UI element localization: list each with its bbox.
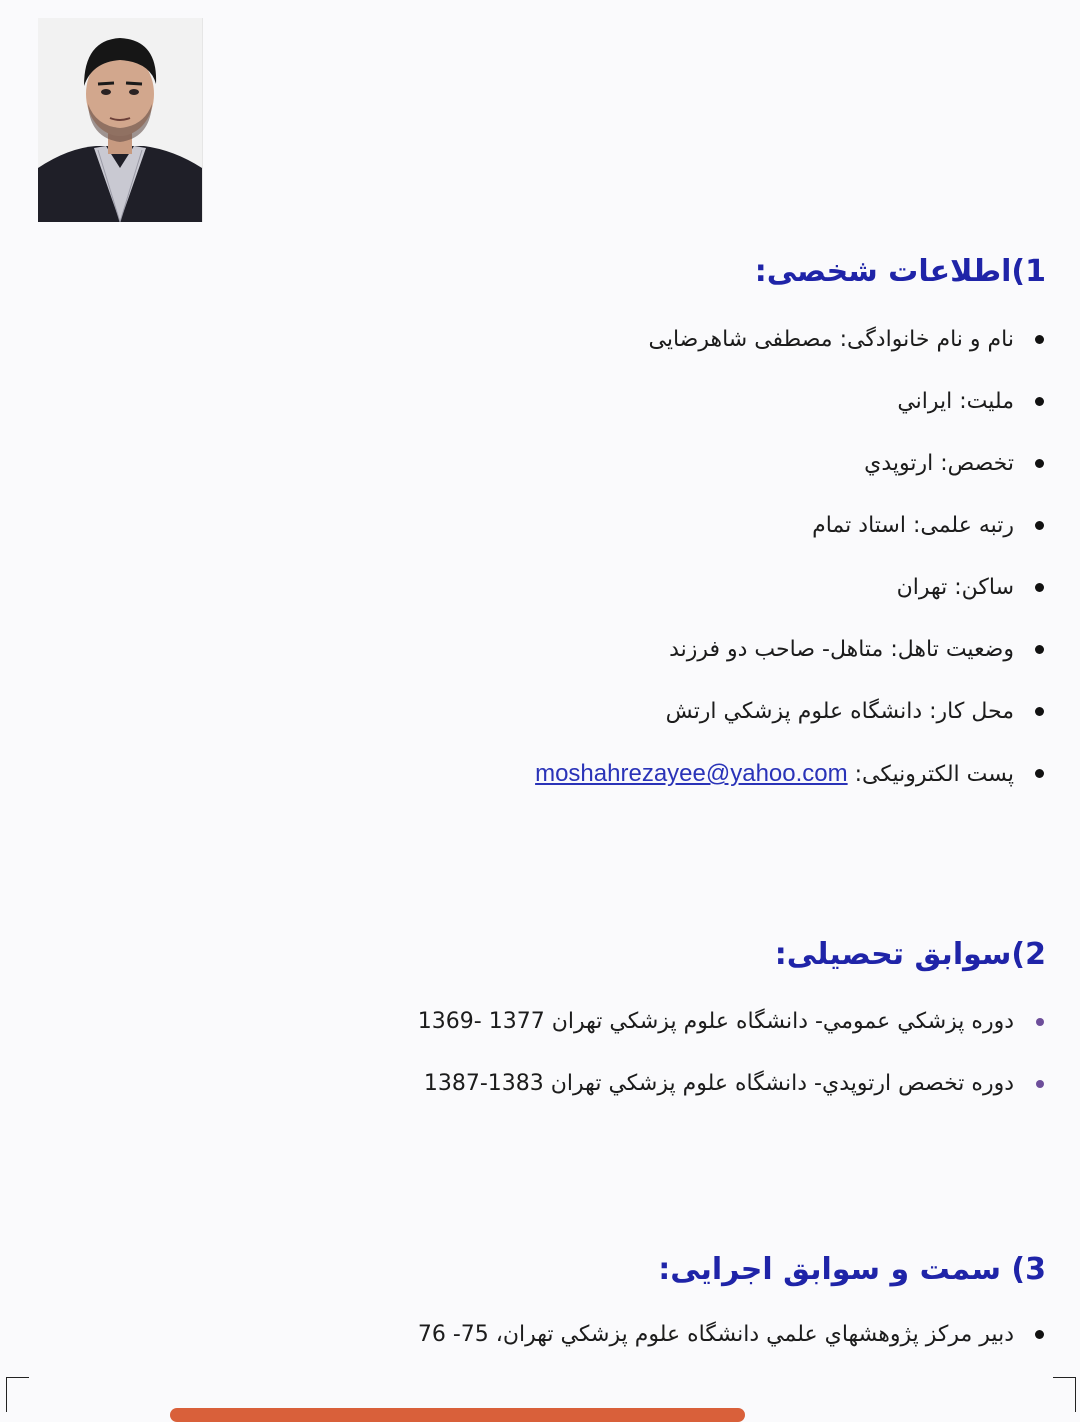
corner-mark-left — [6, 1377, 29, 1412]
bullet-icon — [1035, 459, 1044, 468]
bullet-icon — [1035, 769, 1044, 778]
personal-info-list — [535, 320, 1044, 816]
bullet-icon — [1035, 397, 1044, 406]
email-item — [535, 754, 1044, 816]
email-label: پست الکترونیکی: — [854, 762, 1014, 787]
bullet-icon — [1035, 1330, 1044, 1339]
list-item: دوره تخصص ارتوپدي- دانشگاه علوم پزشكي تهران 1383-1387 — [418, 1064, 1044, 1126]
list-item: ملیت: ايراني — [535, 382, 1044, 444]
bullet-icon — [1035, 335, 1044, 344]
portrait-photo-icon — [38, 18, 202, 222]
executive-list — [418, 1315, 1044, 1377]
section-title-executive: 3) سمت و سوابق اجرایی: — [658, 1252, 1046, 1287]
bullet-icon — [1036, 1080, 1044, 1088]
list-item: نام و نام خانوادگی: مصطفی شاهرضایی — [535, 320, 1044, 382]
list-item: ساکن: تهران — [535, 568, 1044, 630]
list-item: رتبه علمی: استاد تمام — [535, 506, 1044, 568]
bullet-icon — [1036, 1018, 1044, 1026]
section-title-education: 2)سوابق تحصیلی: — [774, 937, 1046, 972]
education-list — [418, 1002, 1044, 1126]
profile-photo — [38, 18, 203, 222]
list-item: وضعیت تاهل: متاهل- صاحب دو فرزند — [535, 630, 1044, 692]
bullet-icon — [1035, 521, 1044, 530]
bullet-icon — [1035, 583, 1044, 592]
bullet-icon — [1035, 707, 1044, 716]
list-item: دبير مركز پژوهشهاي علمي دانشگاه علوم پزشكي تهران، 75- 76 — [418, 1315, 1044, 1377]
list-item: تخصص: ارتوپدي — [535, 444, 1044, 506]
bottom-action-bar[interactable] — [170, 1408, 745, 1422]
corner-mark-right — [1053, 1377, 1076, 1412]
list-item: دوره پزشكي عمومي- دانشگاه علوم پزشكي تهران 1377 -1369 — [418, 1002, 1044, 1064]
email-link[interactable]: moshahrezayee@yahoo.com — [535, 760, 848, 787]
section-title-personal: 1)اطلاعات شخصی: — [754, 254, 1046, 289]
list-item: محل کار: دانشگاه علوم پزشكي ارتش — [535, 692, 1044, 754]
bullet-icon — [1035, 645, 1044, 654]
